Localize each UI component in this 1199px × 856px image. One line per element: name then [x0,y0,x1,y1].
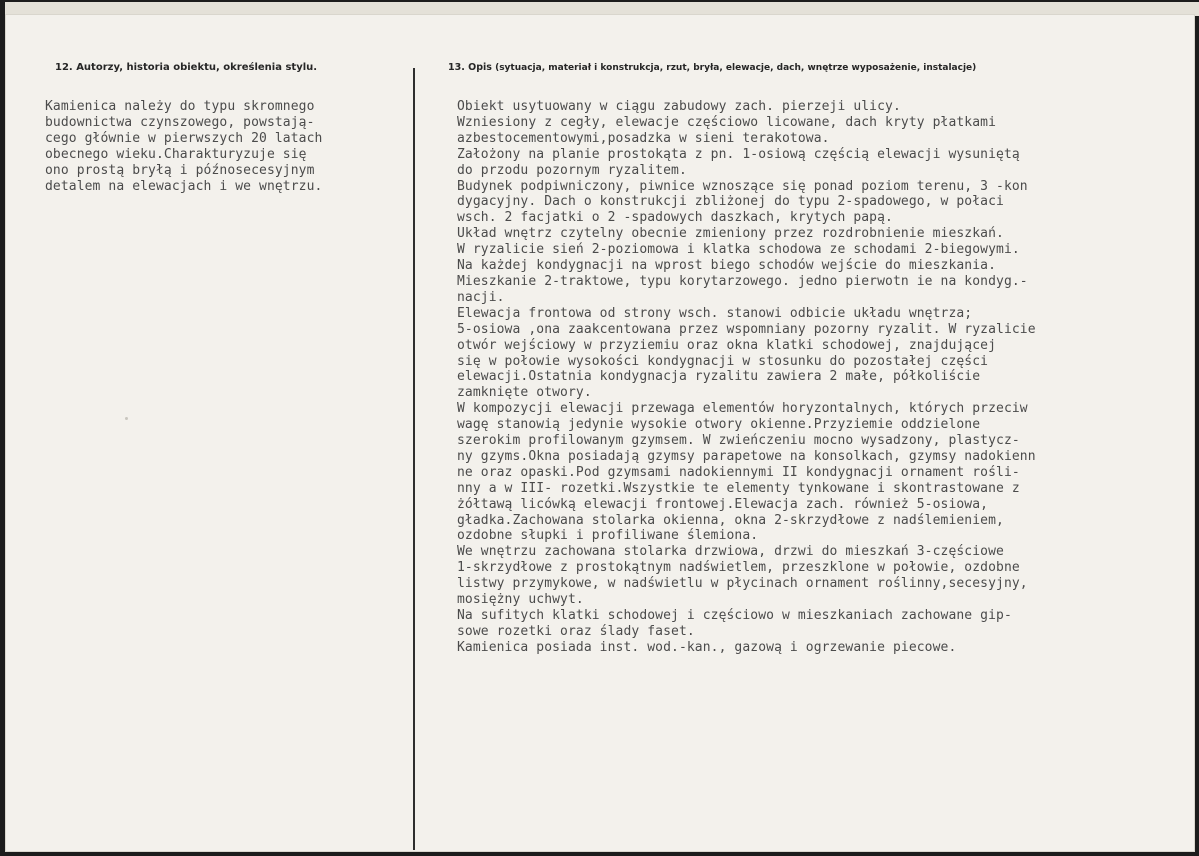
section-13-line: W kompozycji elewacji przewaga elementów horyzontalnych, których przeciw [457,401,1028,417]
section-13-line: Mieszkanie 2-traktowe, typu korytarzowego. jedno pierwotn ie na kondyg.- [457,273,1028,289]
section-13-line: wsch. 2 facjatki o 2 -spadowych daszkach, krytych papą. [457,210,893,226]
section-13-line: 1-skrzydłowe z prostokątnym nadświetlem, przeszklone w połowie, ozdobne [457,560,1020,576]
section-13-line: azbestocementowymi,posadzka w sieni terakotowa. [457,130,830,146]
section-13-line: We wnętrzu zachowana stolarka drzwiowa, drzwi do mieszkań 3-częściowe [457,544,1004,560]
column-divider [413,68,415,850]
section-13-line: Budynek podpiwniczony, piwnice wznoszące się ponad poziom terenu, 3 -kon [457,178,1028,194]
section-13-line: W ryzalicie sień 2-poziomowa i klatka schodowa ze schodami 2-biegowymi. [457,242,1020,258]
section-13-heading [448,62,976,73]
section-13-line: zamknięte otwory. [457,385,592,401]
section-12-heading: 12. Autorzy, historia obiektu, określenia stylu. [55,62,318,73]
section-13-line: sowe rozetki oraz ślady faset. [457,623,695,639]
section-13-line: gładka.Zachowana stolarka okienna, okna 2-skrzydłowe z nadślemieniem, [457,512,1004,528]
section-13-line: Założony na planie prostokąta z pn. 1-osiową częścią elewacji wysuniętą [457,146,1020,162]
section-12-line: ono prostą bryłą i późnosecesyjnym [45,162,315,178]
section-13-line: Wzniesiony z cegły, elewacje częściowo licowane, dach kryty płatkami [457,114,997,130]
section-13-line: wagę stanowią jedynie wysokie otwory okienne.Przyziemie oddzielone [457,417,981,433]
section-13-line: elewacji.Ostatnia kondygnacja ryzalitu zawiera 2 małe, półkoliście [457,369,981,385]
section-12-line: budownictwa czynszowego, powstają- [45,114,315,130]
section-13-line: Na każdej kondygnacji na wprost biego schodów wejście do mieszkania. [457,258,997,274]
section-13-line: 5-osiowa ,ona zaakcentowana przez wspomniany pozorny ryzalit. W ryzalicie [457,321,1036,337]
section-12-text [45,99,322,194]
section-13-line: Układ wnętrz czytelny obecnie zmieniony przez rozdrobnienie mieszkań. [457,226,1004,242]
section-13-line: do przodu pozornym ryzalitem. [457,162,687,178]
section-13-line: nacji. [457,289,505,305]
section-13-subtitle: (sytuacja, materiał i konstrukcja, rzut, bryła, elewacje, dach, wnętrze wyposażenie, instalacje) [495,63,977,73]
section-13-line: ne oraz opaski.Pod gzymsami nadokiennymi II kondygnacji ornament rośli- [457,464,1020,480]
section-13-line: ozdobne słupki i profiliwane ślemiona. [457,528,759,544]
section-13-line: Obiekt usytuowany w ciągu zabudowy zach. pierzeji ulicy. [457,99,901,114]
section-13-line: mosiężny uchwyt. [457,592,584,608]
section-13-line: nny a w III- rozetki.Wszystkie te elementy tynkowane i skontrastowane z [457,480,1020,496]
section-13-text [457,99,1036,656]
section-13-number: 13. Opis [448,62,492,73]
section-12-line: Kamienica należy do typu skromnego [45,99,315,114]
section-13-line: Kamienica posiada inst. wod.-kan., gazową i ogrzewanie piecowe. [457,639,957,655]
section-13-line: szerokim profilowanym gzymsem. W zwieńczeniu mocno wysadzony, plastycz- [457,433,1020,449]
section-13-line: otwór wejściowy w przyziemiu oraz okna klatki schodowej, znajdującej [457,337,997,353]
section-13-line: Na sufitych klatki schodowej i częściowo w mieszkaniach zachowane gip- [457,608,1012,623]
section-12-line: cego głównie w pierwszych 20 latach [45,130,323,146]
section-13-line: żółtawą licówką elewacji frontowej.Elewacja zach. również 5-osiowa, [457,496,989,512]
section-12-line: obecnego wieku.Charakturyzuje się [45,146,307,162]
section-13-line: ny gzyms.Okna posiadają gzymsy parapetowe na konsolkach, gzymsy nadokienn [457,448,1036,464]
section-13-line: się w połowie wysokości kondygnacji w stosunku do pozostałej części [457,353,989,369]
paper-speck [125,417,128,420]
section-13-line: Elewacja frontowa od strony wsch. stanowi odbicie układu wnętrza; [457,305,973,321]
section-13-line: dygacyjny. Dach o konstrukcji zbliżonej do typu 2-spadowego, w połaci [457,194,1004,210]
section-13-line: listwy przymykowe, w nadświetlu w płycinach ornament roślinny,secesyjny, [457,576,1028,592]
section-12-line: detalem na elewacjach i we wnętrzu. [45,178,323,194]
